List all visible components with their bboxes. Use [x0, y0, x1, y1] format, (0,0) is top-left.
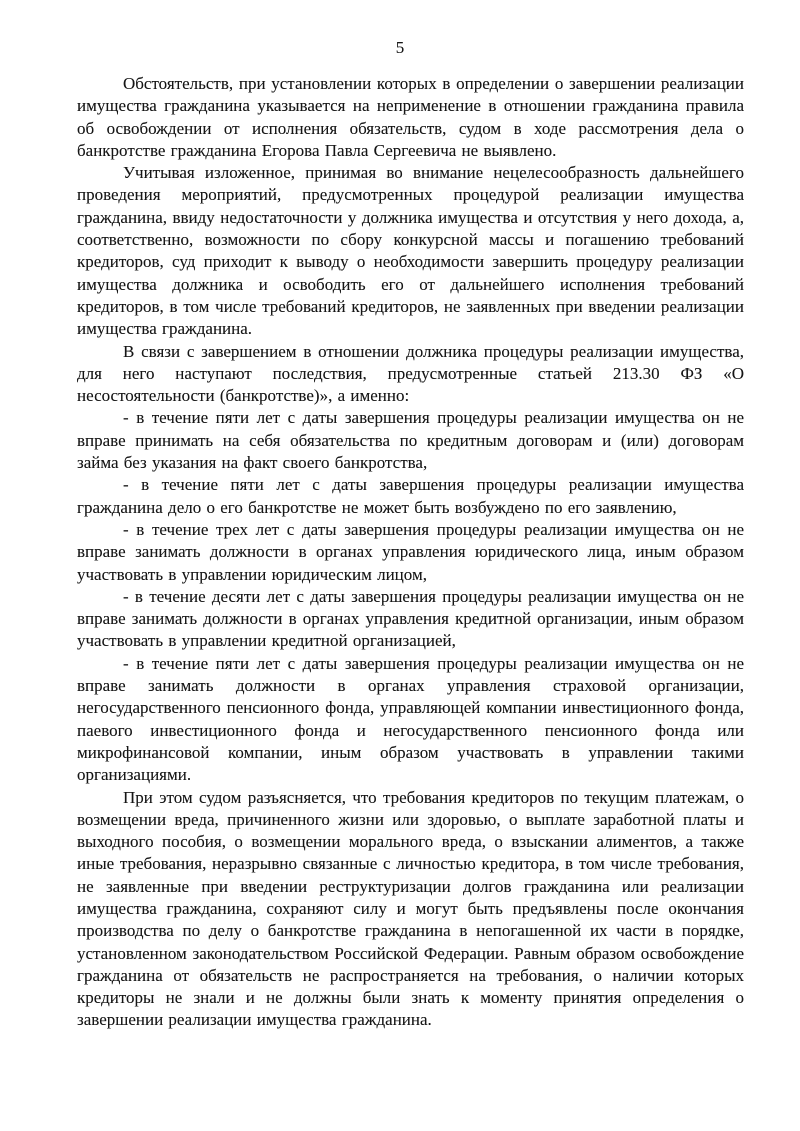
paragraph-list-item: - в течение трех лет с даты завершения процедуры реализации имущества он не вправе занимать должности в органах управления юридического лица, иным образом участвовать в управлении юридическим лицом,	[77, 519, 744, 584]
paragraph: При этом судом разъясняется, что требования кредиторов по текущим платежам, о возмещении вреда, причиненного жизни или здоровью, о выплате заработной платы и выходного пособия, о возмещении морального вреда, о взыскании алиментов, а также иные требования, неразрывно связанные с личностью кредитора, в том числе требования, не заявленные при введении реструктуризации долгов гражданина или реализации имущества гражданина, сохраняют силу и могут быть предъявлены после окончания производства по делу о банкротстве гражданина в непогашенной их части в порядке, установленном законодательством Российской Федерации. Равным образом освобождение гражданина от обязательств не распространяется на требования, о наличии которых кредиторы не знали и не должны были знать к моменту принятия определения о завершении реализации имущества гражданина.	[77, 787, 744, 1030]
paragraph: Обстоятельств, при установлении которых в определении о завершении реализации имущества гражданина указывается на неприменение в отношении гражданина правила об освобождении от исполнения обязательств, судом в ходе рассмотрения дела о банкротстве гражданина Егорова Павла Сергеевича не выявлено.	[77, 74, 744, 160]
paragraph: В связи с завершением в отношении должника процедуры реализации имущества, для него наступают последствия, предусмотренные статьей 213.30 ФЗ «О несостоятельности (банкротстве)», а именно:	[77, 341, 744, 406]
paragraph-list-item: - в течение десяти лет с даты завершения процедуры реализации имущества он не вправе занимать должности в органах управления кредитной организации, иным образом участвовать в управлении кредитной организацией,	[77, 586, 744, 651]
paragraph-list-item: - в течение пяти лет с даты завершения процедуры реализации имущества гражданина дело о его банкротстве не может быть возбуждено по его заявлению,	[77, 475, 744, 517]
paragraph-list-item: - в течение пяти лет с даты завершения процедуры реализации имущества он не вправе принимать на себя обязательства по кредитным договорам и (или) договорам займа без указания на факт своего банкротства,	[77, 408, 744, 473]
paragraph-list-item: - в течение пяти лет с даты завершения процедуры реализации имущества он не вправе занимать должности в органах управления страховой организации, негосударственного пенсионного фонда, управляющей компании инвестиционного фонда, паевого инвестиционного фонда и негосударственного пенсионного фонда или микрофинансовой компании, иным образом участвовать в управлении такими организациями.	[77, 653, 744, 785]
paragraph: Учитывая изложенное, принимая во внимание нецелесообразность дальнейшего проведения мероприятий, предусмотренных процедурой реализации имущества гражданина, ввиду недостаточности у должника имущества и отсутствия у него дохода, а, соответственно, возможности по сбору конкурсной массы и погашению требований кредиторов, суд приходит к выводу о необходимости завершить процедуру реализации имущества должника и освободить его от дальнейшего исполнения требований кредиторов, в том числе требований кредиторов, не заявленных при введении реализации имущества гражданина.	[77, 163, 744, 339]
document-body	[77, 73, 744, 1032]
page-number: 5	[395, 38, 405, 57]
